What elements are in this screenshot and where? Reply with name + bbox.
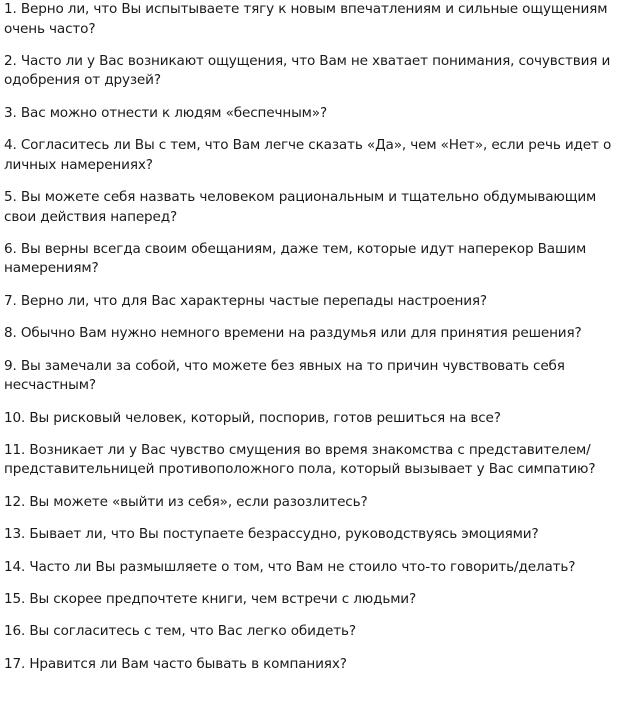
question-4: 4. Согласитесь ли Вы с тем, что Вам легче сказать «Да», чем «Нет», если речь идет о личных намерениях?	[4, 137, 612, 173]
question-8: 8. Обычно Вам нужно немного времени на раздумья или для принятия решения?	[4, 325, 582, 342]
question-5: 5. Вы можете себя назвать человеком рациональным и тщательно обдумывающим свои действия наперед?	[4, 189, 597, 225]
question-9: 9. Вы замечали за собой, что можете без явных на то причин чувствовать себя несчастным?	[4, 357, 565, 394]
question-2: 2. Часто ли у Вас возникают ощущения, что Вам не хватает понимания, сочувствия и одобрения от друзей?	[4, 52, 611, 89]
question-17: 17. Нравится ли Вам часто бывать в компаниях?	[4, 655, 347, 672]
question-10: 10. Вы рисковый человек, который, поспорив, готов решиться на все?	[4, 409, 501, 426]
question-3: 3. Вас можно отнести к людям «беспечным»?	[4, 104, 328, 121]
question-16: 16. Вы согласитесь с тем, что Вас легко обидеть?	[4, 623, 356, 640]
question-11: 11. Возникает ли у Вас чувство смущения во время знакомства с представителем/ представительницей противоположного пола, который вызывает у Вас симпатию?	[4, 441, 596, 478]
question-1: 1. Верно ли, что Вы испытываете тягу к новым впечатлениям и сильные ощущениям очень часто?	[4, 1, 608, 37]
question-list	[4, 0, 626, 687]
question-6: 6. Вы верны всегда своим обещаниям, даже тем, которые идут наперекор Вашим намерениям?	[4, 240, 587, 277]
question-7: 7. Верно ли, что для Вас характерны частые перепады настроения?	[4, 292, 487, 309]
question-14: 14. Часто ли Вы размышляете о том, что Вам не стоило что-то говорить/делать?	[4, 558, 576, 575]
question-15: 15. Вы скорее предпочтете книги, чем встречи с людьми?	[4, 590, 417, 607]
question-12: 12. Вы можете «выйти из себя», если разозлитесь?	[4, 493, 368, 510]
question-13: 13. Бывает ли, что Вы поступаете безрассудно, руководствуясь эмоциями?	[4, 526, 539, 543]
